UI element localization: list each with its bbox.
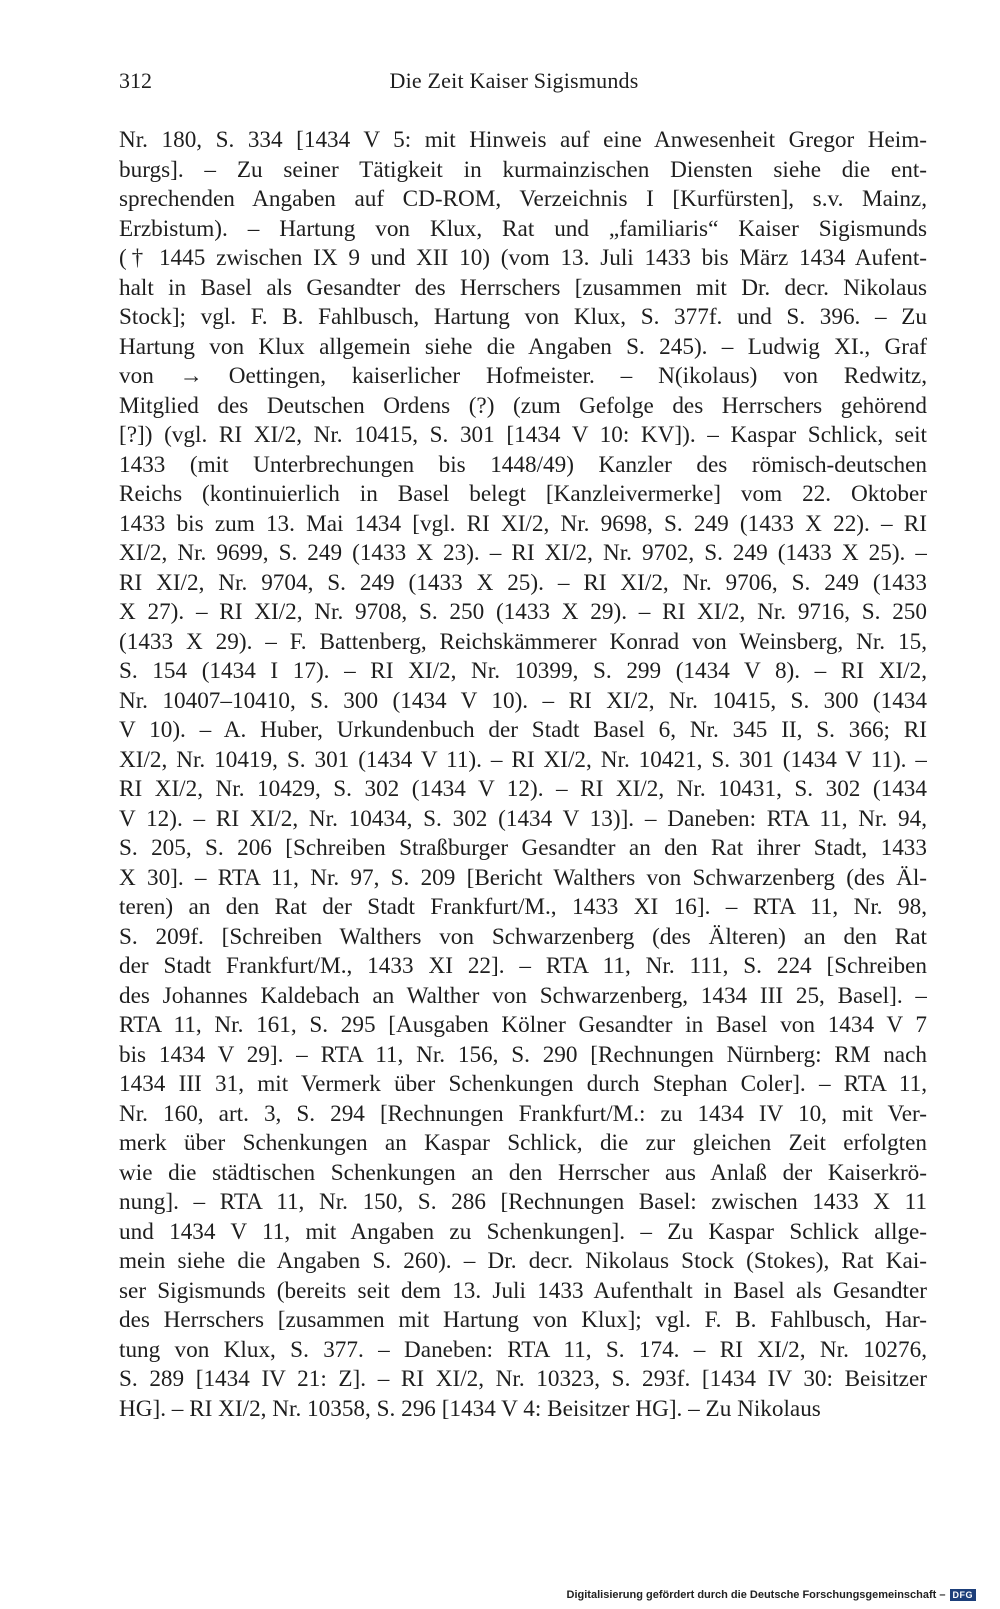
- text-line: S. 205, S. 206 [Schreiben Straßburger Gesandter an den Rat ihrer Stadt, 1433: [119, 835, 927, 861]
- text-line: V 12). – RI XI/2, Nr. 10434, S. 302 (1434 V 13)]. – Daneben: RTA 11, Nr. 94,: [119, 805, 927, 832]
- text-line: des Herrschers [zusammen mit Hartung von Klux]; vgl. F. B. Fahlbusch, Har-: [119, 1307, 927, 1333]
- text-line: V 10). – A. Huber, Urkundenbuch der Stadt Basel 6, Nr. 345 II, S. 366; RI: [119, 717, 927, 743]
- text-line: S. 154 (1434 I 17). – RI XI/2, Nr. 10399, S. 299 (1434 V 8). – RI XI/2,: [119, 658, 927, 684]
- text-line: und 1434 V 11, mit Angaben zu Schenkungen]. – Zu Kaspar Schlick allge-: [119, 1218, 927, 1245]
- running-title: Die Zeit Kaiser Sigismunds: [389, 68, 639, 93]
- text-line: XI/2, Nr. 9699, S. 249 (1433 X 23). – RI XI/2, Nr. 9702, S. 249 (1433 X 25). –: [119, 540, 927, 566]
- text-line: [?]) (vgl. RI XI/2, Nr. 10415, S. 301 [1434 V 10: KV]). – Kaspar Schlick, seit: [119, 422, 927, 448]
- text-line: Erzbistum). – Hartung von Klux, Rat und „familiaris“ Kaiser Sigismunds: [119, 215, 927, 242]
- body-text: [119, 126, 927, 1424]
- text-line: ser Sigismunds (bereits seit dem 13. Juli 1433 Aufenthalt in Basel als Gesandter: [119, 1277, 927, 1304]
- text-line: († 1445 zwischen IX 9 und XII 10) (vom 13. Juli 1433 bis März 1434 Aufent-: [119, 245, 927, 271]
- text-line: RTA 11, Nr. 161, S. 295 [Ausgaben Kölner Gesandter in Basel von 1434 V 7: [119, 1012, 927, 1038]
- text-line: mein siehe die Angaben S. 260). – Dr. decr. Nikolaus Stock (Stokes), Rat Kai-: [119, 1248, 927, 1274]
- text-line: teren) an den Rat der Stadt Frankfurt/M., 1433 XI 16]. – RTA 11, Nr. 98,: [119, 894, 927, 920]
- text-line: RI XI/2, Nr. 9704, S. 249 (1433 X 25). – RI XI/2, Nr. 9706, S. 249 (1433: [119, 569, 927, 596]
- text-line: Nr. 180, S. 334 [1434 V 5: mit Hinweis auf eine Anwesenheit Gregor Heim-: [119, 127, 927, 153]
- text-line: burgs]. – Zu seiner Tätigkeit in kurmainzischen Diensten siehe die ent-: [119, 156, 927, 183]
- text-line: HG]. – RI XI/2, Nr. 10358, S. 296 [1434 V 4: Beisitzer HG]. – Zu Nikolaus: [119, 1395, 821, 1422]
- page-header: [119, 68, 909, 98]
- text-line: X 27). – RI XI/2, Nr. 9708, S. 250 (1433 X 29). – RI XI/2, Nr. 9716, S. 250: [119, 599, 927, 625]
- text-line: S. 209f. [Schreiben Walthers von Schwarzenberg (des Älteren) an den Rat: [119, 923, 927, 950]
- text-line: sprechenden Angaben auf CD-ROM, Verzeichnis I [Kurfürsten], s.v. Mainz,: [119, 186, 927, 212]
- text-line: S. 289 [1434 IV 21: Z]. – RI XI/2, Nr. 10323, S. 293f. [1434 IV 30: Beisitzer: [119, 1366, 927, 1392]
- text-line: nung]. – RTA 11, Nr. 150, S. 286 [Rechnungen Basel: zwischen 1433 X 11: [119, 1189, 927, 1215]
- text-line: Mitglied des Deutschen Ordens (?) (zum Gefolge des Herrschers gehörend: [119, 392, 927, 419]
- text-line: Nr. 160, art. 3, S. 294 [Rechnungen Frankfurt/M.: zu 1434 IV 10, mit Ver-: [119, 1100, 927, 1127]
- text-line: XI/2, Nr. 10419, S. 301 (1434 V 11). – RI XI/2, Nr. 10421, S. 301 (1434 V 11). –: [119, 746, 927, 773]
- text-line: Hartung von Klux allgemein siehe die Angaben S. 245). – Ludwig XI., Graf: [119, 333, 927, 360]
- text-line: von → Oettingen, kaiserlicher Hofmeister. – N(ikolaus) von Redwitz,: [119, 363, 927, 389]
- text-line: Nr. 10407–10410, S. 300 (1434 V 10). – RI XI/2, Nr. 10415, S. 300 (1434: [119, 687, 927, 714]
- dfg-logo: DFG: [950, 1589, 977, 1601]
- text-line: 1433 (mit Unterbrechungen bis 1448/49) Kanzler des römisch-deutschen: [119, 451, 927, 478]
- text-line: 1433 bis zum 13. Mai 1434 [vgl. RI XI/2, Nr. 9698, S. 249 (1433 X 22). – RI: [119, 510, 927, 537]
- text-line: halt in Basel als Gesandter des Herrschers [zusammen mit Dr. decr. Nikolaus: [119, 274, 927, 301]
- text-line: (1433 X 29). – F. Battenberg, Reichskämmerer Konrad von Weinsberg, Nr. 15,: [119, 628, 927, 655]
- text-line: merk über Schenkungen an Kaspar Schlick, die zur gleichen Zeit erfolgten: [119, 1130, 927, 1156]
- text-line: RI XI/2, Nr. 10429, S. 302 (1434 V 12). – RI XI/2, Nr. 10431, S. 302 (1434: [119, 776, 927, 802]
- text-line: Reichs (kontinuierlich in Basel belegt [Kanzleivermerke] vom 22. Oktober: [119, 481, 927, 507]
- text-line: wie die städtischen Schenkungen an den Herrscher aus Anlaß der Kaiserkrö-: [119, 1159, 927, 1186]
- footer-credit-text: Digitalisierung gefördert durch die Deutsche Forschungsgemeinschaft –: [566, 1589, 946, 1601]
- page-number: 312: [119, 68, 152, 93]
- footer-credit: [567, 1589, 976, 1601]
- text-line: tung von Klux, S. 377. – Daneben: RTA 11, S. 174. – RI XI/2, Nr. 10276,: [119, 1336, 927, 1363]
- text-line: des Johannes Kaldebach an Walther von Schwarzenberg, 1434 III 25, Basel]. –: [119, 982, 927, 1009]
- text-line: der Stadt Frankfurt/M., 1433 XI 22]. – RTA 11, Nr. 111, S. 224 [Schreiben: [119, 953, 927, 979]
- text-line: 1434 III 31, mit Vermerk über Schenkungen durch Stephan Coler]. – RTA 11,: [119, 1071, 927, 1097]
- text-line: X 30]. – RTA 11, Nr. 97, S. 209 [Bericht Walthers von Schwarzenberg (des Äl-: [119, 864, 927, 891]
- text-line: Stock]; vgl. F. B. Fahlbusch, Hartung von Klux, S. 377f. und S. 396. – Zu: [119, 304, 927, 330]
- text-line: bis 1434 V 29]. – RTA 11, Nr. 156, S. 290 [Rechnungen Nürnberg: RM nach: [119, 1041, 927, 1068]
